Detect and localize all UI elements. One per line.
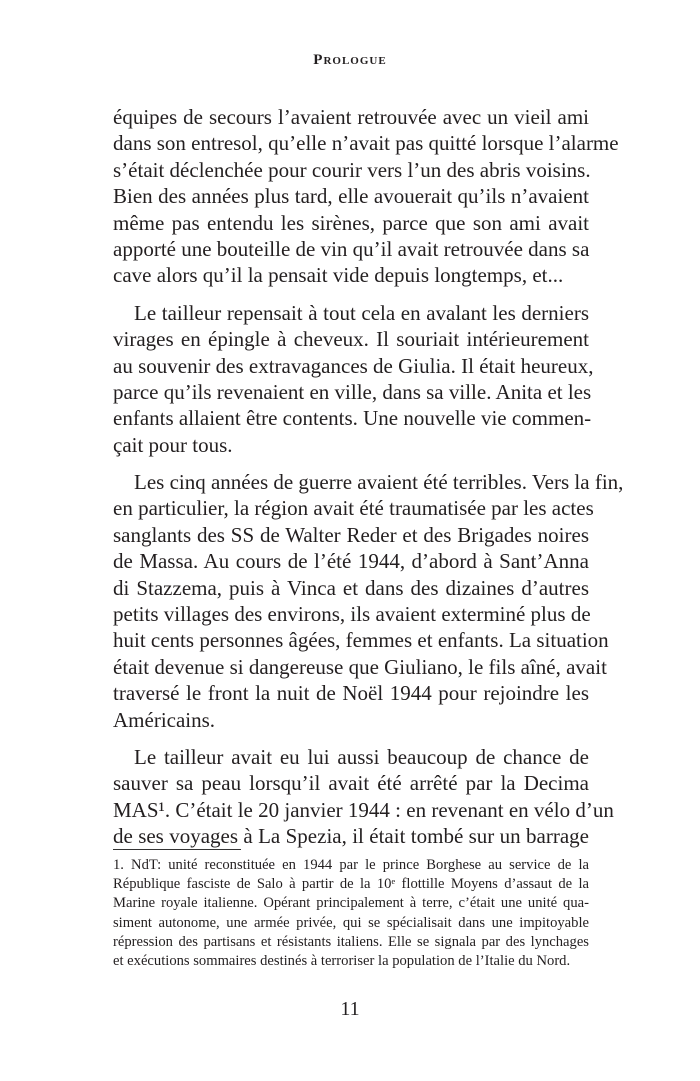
- text-line: petits villages des environs, ils avaient exterminé plus de: [113, 602, 591, 627]
- text-line: dans son entresol, qu’elle n’avait pas quitté lorsque l’alarme: [113, 131, 619, 156]
- text-line: au souvenir des extravagances de Giulia. Il était heureux,: [113, 353, 594, 378]
- paragraph-4: [113, 744, 614, 850]
- footnote-line: et exécutions sommaires destinés à terroriser la population de l’Italie du Nord.: [113, 952, 571, 969]
- text-line: sauver sa peau lorsqu’il avait été arrêté par la Decima: [113, 771, 589, 796]
- paragraph-3: [113, 469, 624, 733]
- text-line: Le tailleur repensait à tout cela en avalant les derniers: [134, 300, 589, 325]
- text-line: de ses voyages à La Spezia, il était tombé sur un barrage: [113, 824, 589, 849]
- text-line: Les cinq années de guerre avaient été terribles. Vers la fin,: [134, 470, 624, 495]
- footnote: [113, 856, 589, 971]
- text-line: traversé le front la nuit de Noël 1944 pour rejoindre les: [113, 681, 589, 706]
- text-line: équipes de secours l’avaient retrouvée avec un vieil ami: [113, 105, 589, 129]
- text-line: apporté une bouteille de vin qu’il avait retrouvée dans sa: [113, 236, 590, 261]
- page-number: 11: [340, 998, 360, 1020]
- text-line: virages en épingle à cheveux. Il souriait intérieurement: [113, 327, 589, 352]
- text-line: s’était déclenchée pour courir vers l’un des abris voisins.: [113, 157, 591, 182]
- paragraph-1: [113, 104, 619, 289]
- text-line: en particulier, la région avait été traumatisée par les actes: [113, 496, 594, 521]
- text-line: Américains.: [113, 707, 216, 732]
- paragraph-2: [113, 300, 594, 458]
- footnote-line: République fasciste de Salo à partir de la 10ᵉ flottille Moyens d’assaut de la: [113, 876, 589, 893]
- text-line: enfants allaient être contents. Une nouvelle vie commen-: [113, 406, 592, 431]
- text-line: huit cents personnes âgées, femmes et enfants. La situation: [113, 628, 609, 653]
- text-line: Bien des années plus tard, elle avouerait qu’ils n’avaient: [113, 184, 589, 209]
- body-text: [113, 104, 624, 861]
- text-line: cave alors qu’il la pensait vide depuis longtemps, et...: [113, 263, 564, 288]
- text-line: parce qu’ils revenaient en ville, dans sa ville. Anita et les: [113, 379, 592, 404]
- text-line: di Stazzema, puis à Vinca et dans des dizaines d’autres: [113, 575, 589, 600]
- running-header: Prologue: [313, 52, 387, 68]
- text-line: MAS¹. C’était le 20 janvier 1944 : en revenant en vélo d’un: [113, 797, 614, 822]
- footnote-divider: [113, 849, 241, 850]
- text-line: sanglants des SS de Walter Reder et des Brigades noires: [113, 522, 589, 547]
- footnote-line: siment autonome, une armée privée, qui se spécialisait dans une impitoyable: [113, 914, 589, 931]
- footnote-line: 1. NdT: unité reconstituée en 1944 par le prince Borghese au service de la: [113, 857, 589, 873]
- footnote-line: répression des partisans et résistants italiens. Elle se signala par des lynchages: [113, 933, 589, 950]
- text-line: était devenue si dangereuse que Giuliano, le fils aîné, avait: [113, 654, 607, 679]
- text-line: Le tailleur avait eu lui aussi beaucoup de chance de: [134, 744, 589, 769]
- text-line: de Massa. Au cours de l’été 1944, d’abord à Sant’Anna: [113, 549, 589, 574]
- text-line: même pas entendu les sirènes, parce que son ami avait: [113, 210, 589, 235]
- text-line: çait pour tous.: [113, 432, 233, 457]
- footnote-line: Marine royale italienne. Opérant principalement à terre, c’était une unité qua-: [113, 895, 589, 912]
